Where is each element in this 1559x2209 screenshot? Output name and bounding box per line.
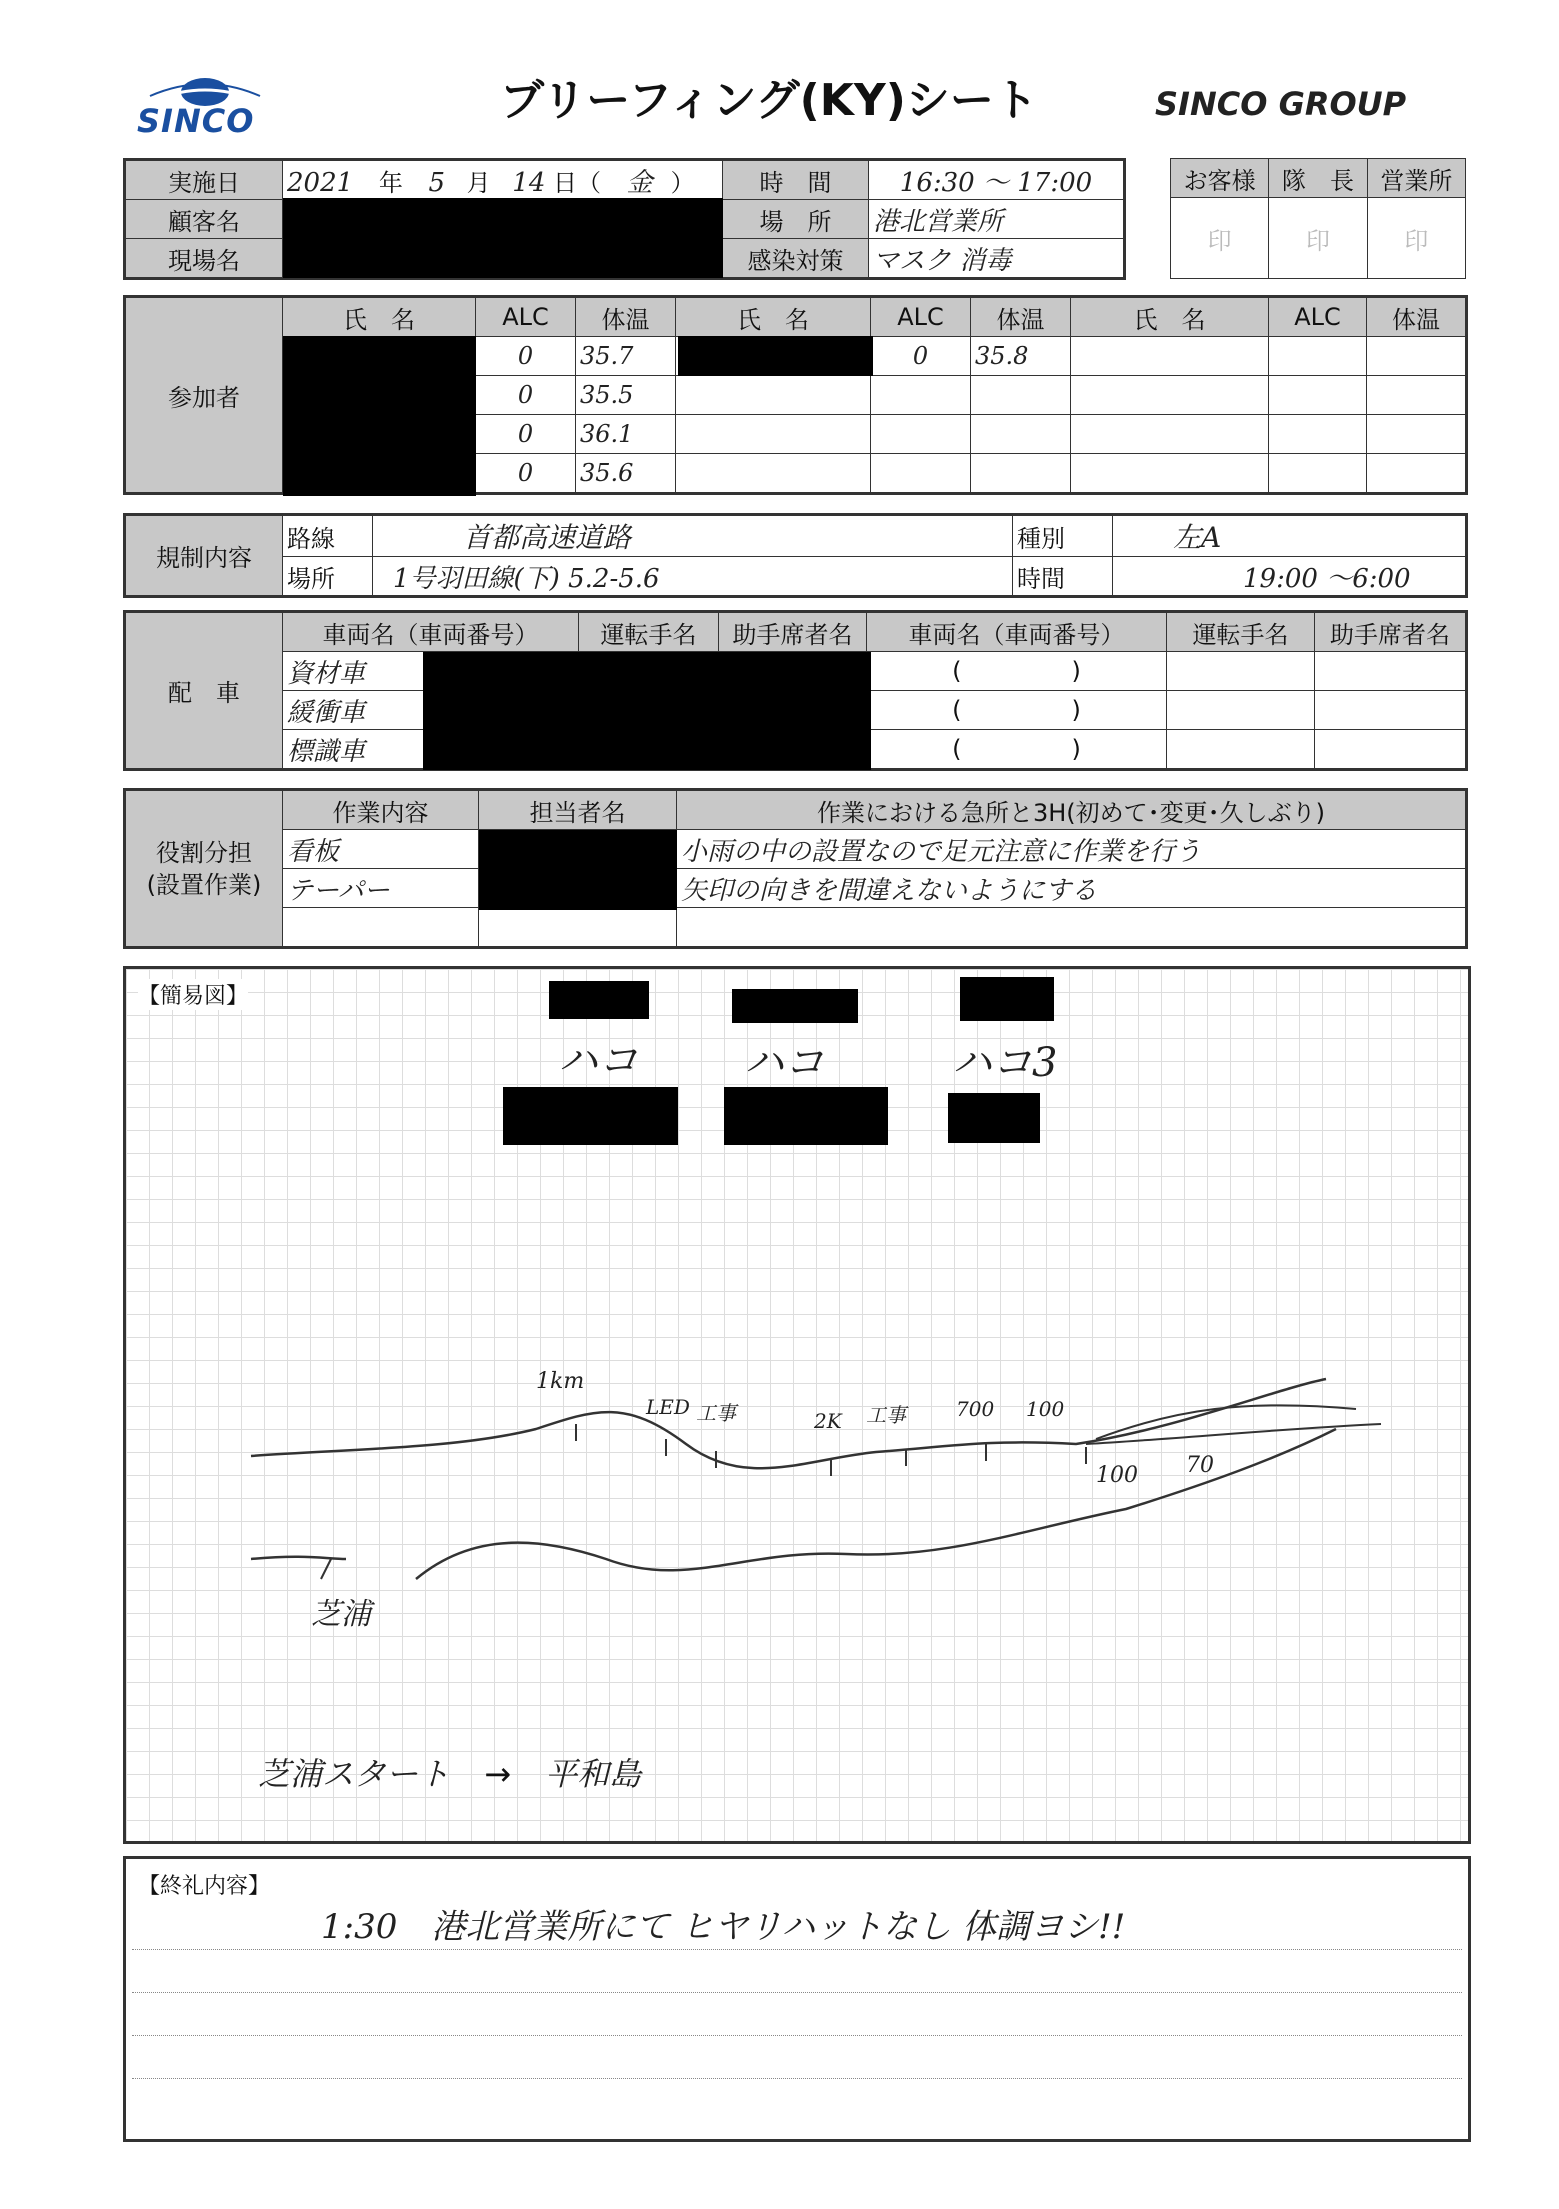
participant-alc: 0 bbox=[871, 337, 971, 376]
route-value: 首都高速道路 bbox=[373, 515, 1013, 557]
col-person: 担当者名 bbox=[479, 790, 677, 830]
vehicle-name: 標識車 bbox=[283, 730, 579, 770]
company-logo bbox=[135, 70, 265, 140]
writing-line bbox=[132, 1992, 1462, 1993]
diagram-box bbox=[123, 966, 1471, 1844]
redacted-roles bbox=[479, 830, 677, 910]
participant-alc bbox=[871, 454, 971, 494]
col-name-2: 氏 名 bbox=[676, 297, 871, 337]
seal-office: 印 bbox=[1367, 198, 1465, 279]
participant-name bbox=[676, 376, 871, 415]
vehicle-name: 緩衝車 bbox=[283, 691, 579, 730]
participants-label: 参加者 bbox=[125, 297, 283, 494]
approval-customer: お客様 bbox=[1171, 159, 1269, 198]
vehicle-driver bbox=[1167, 691, 1315, 730]
time-label: 時 間 bbox=[723, 160, 869, 200]
participant-temp bbox=[971, 454, 1071, 494]
redacted-participants-2 bbox=[678, 336, 873, 376]
participant-alc: 0 bbox=[476, 454, 576, 494]
km-label: 1km bbox=[536, 1369, 585, 1394]
col-alc-3: ALC bbox=[1269, 297, 1367, 337]
col-assistant-2: 助手席者名 bbox=[1315, 612, 1467, 652]
site-label: 現場名 bbox=[125, 239, 283, 279]
work-item bbox=[283, 908, 479, 948]
date-label: 実施日 bbox=[125, 160, 283, 200]
infection-value: マスク 消毒 bbox=[869, 239, 1125, 279]
participant-temp: 35.7 bbox=[576, 337, 676, 376]
col-alc-1: ALC bbox=[476, 297, 576, 337]
vehicle-assistant bbox=[1315, 652, 1467, 691]
seal-leader: 印 bbox=[1269, 198, 1367, 279]
hazard-item: 矢印の向きを間違えないようにする bbox=[677, 869, 1467, 908]
hazard-item: 小雨の中の設置なので足元注意に作業を行う bbox=[677, 830, 1467, 869]
diagram-label: 【簡易図】 bbox=[138, 979, 248, 1010]
road-sketch bbox=[126, 969, 1468, 1841]
redacted-vehicles bbox=[423, 652, 871, 770]
participant-temp: 35.5 bbox=[576, 376, 676, 415]
col-alc-2: ALC bbox=[871, 297, 971, 337]
vehicle-assistant bbox=[1315, 691, 1467, 730]
writing-line bbox=[132, 2035, 1462, 2036]
participant-alc: 0 bbox=[476, 415, 576, 454]
col-name-1: 氏 名 bbox=[283, 297, 476, 337]
col-vehicle-1: 車両名（車両番号） bbox=[283, 612, 579, 652]
reg-time-value: 19:00 ～6:00 bbox=[1113, 557, 1467, 597]
page-title: ブリーフィング(KY)シート bbox=[500, 75, 1038, 126]
col-name-3: 氏 名 bbox=[1071, 297, 1269, 337]
reg-place-value: 1号羽田線(下) 5.2-5.6 bbox=[373, 557, 1013, 597]
approval-table bbox=[1170, 158, 1466, 279]
sign-label: 700 bbox=[956, 1397, 995, 1421]
closing-box bbox=[123, 1856, 1471, 2142]
car-mark: ハコ3 bbox=[952, 1040, 1058, 1086]
work-item: 看板 bbox=[283, 830, 479, 869]
writing-line bbox=[132, 2078, 1462, 2079]
date-value: 2021 年 5 月 14 日（ 金 ） bbox=[283, 160, 723, 200]
participant-alc bbox=[871, 415, 971, 454]
vehicle-name-empty: ( ) bbox=[867, 691, 1167, 730]
col-assistant-1: 助手席者名 bbox=[719, 612, 867, 652]
approval-leader: 隊 長 bbox=[1269, 159, 1367, 198]
regulation-label: 規制内容 bbox=[125, 515, 283, 597]
participant-temp: 35.6 bbox=[576, 454, 676, 494]
col-temp-3: 体温 bbox=[1367, 297, 1467, 337]
sign-label: 工事 bbox=[696, 1401, 736, 1425]
participant-temp: 35.8 bbox=[971, 337, 1071, 376]
participant-temp bbox=[1367, 376, 1467, 415]
col-hazard: 作業における急所と3H(初めて･変更･久しぶり) bbox=[677, 790, 1467, 830]
person-name bbox=[479, 908, 677, 948]
writing-line bbox=[132, 1949, 1462, 1950]
vehicle-driver bbox=[1167, 730, 1315, 770]
vehicle-name-empty: ( ) bbox=[867, 730, 1167, 770]
col-work: 作業内容 bbox=[283, 790, 479, 830]
seal-customer: 印 bbox=[1171, 198, 1269, 279]
roles-label: 役割分担 (設置作業) bbox=[125, 790, 283, 948]
closing-text: 1:30 港北営業所にて ヒヤリハットなし 体調ヨシ!! bbox=[321, 1907, 1126, 1947]
group-name: SINCO GROUP bbox=[1155, 85, 1407, 123]
sign-label: 工事 bbox=[866, 1403, 906, 1427]
reg-time-label: 時間 bbox=[1013, 557, 1113, 597]
participant-alc bbox=[1269, 337, 1367, 376]
route-text: 芝浦スタート → 平和島 bbox=[258, 1755, 642, 1793]
participant-name bbox=[1071, 337, 1269, 376]
place-start: 芝浦 bbox=[311, 1597, 371, 1632]
vehicle-assistant bbox=[1315, 730, 1467, 770]
type-label: 種別 bbox=[1013, 515, 1113, 557]
redacted-customer-site bbox=[283, 198, 723, 278]
type-value: 左A bbox=[1113, 515, 1467, 557]
participant-temp bbox=[1367, 337, 1467, 376]
customer-label: 顧客名 bbox=[125, 200, 283, 239]
participant-alc bbox=[1269, 376, 1367, 415]
approval-office: 営業所 bbox=[1367, 159, 1465, 198]
sign-label: 2K bbox=[814, 1409, 842, 1433]
car-mark: ハコ bbox=[558, 1038, 638, 1084]
participant-alc bbox=[1269, 454, 1367, 494]
closing-label: 【終礼内容】 bbox=[138, 1874, 271, 1899]
participant-temp: 36.1 bbox=[576, 415, 676, 454]
reg-place-label: 場所 bbox=[283, 557, 373, 597]
participant-alc: 0 bbox=[476, 337, 576, 376]
vehicles-label: 配 車 bbox=[125, 612, 283, 770]
time-value: 16:30 ～ 17:00 bbox=[869, 160, 1125, 200]
infection-label: 感染対策 bbox=[723, 239, 869, 279]
col-temp-1: 体温 bbox=[576, 297, 676, 337]
vehicle-name-empty: ( ) bbox=[867, 652, 1167, 691]
car-mark: ハコ bbox=[744, 1040, 824, 1086]
vehicle-driver bbox=[1167, 652, 1315, 691]
sign-label: LED bbox=[646, 1395, 690, 1419]
hazard-item bbox=[677, 908, 1467, 948]
participant-alc: 0 bbox=[476, 376, 576, 415]
participant-name bbox=[1071, 454, 1269, 494]
participant-name bbox=[1071, 415, 1269, 454]
regulation-table bbox=[123, 513, 1468, 598]
participant-temp bbox=[1367, 454, 1467, 494]
right-label: 70 bbox=[1186, 1453, 1214, 1478]
logo-text: SINCO bbox=[137, 102, 255, 140]
col-driver-2: 運転手名 bbox=[1167, 612, 1315, 652]
participant-alc bbox=[871, 376, 971, 415]
participant-temp bbox=[971, 376, 1071, 415]
participant-temp bbox=[1367, 415, 1467, 454]
work-item: テーパー bbox=[283, 869, 479, 908]
right-label: 100 bbox=[1096, 1463, 1138, 1488]
route-label: 路線 bbox=[283, 515, 373, 557]
redacted-participants-1 bbox=[283, 336, 476, 496]
vehicle-name: 資材車 bbox=[283, 652, 579, 691]
participant-name bbox=[1071, 376, 1269, 415]
participant-alc bbox=[1269, 415, 1367, 454]
participant-name bbox=[676, 454, 871, 494]
col-driver-1: 運転手名 bbox=[579, 612, 719, 652]
col-vehicle-2: 車両名（車両番号） bbox=[867, 612, 1167, 652]
place-label: 場 所 bbox=[723, 200, 869, 239]
participant-name bbox=[676, 415, 871, 454]
sign-label: 100 bbox=[1026, 1397, 1065, 1421]
roles-table bbox=[123, 788, 1468, 949]
place-value: 港北営業所 bbox=[869, 200, 1125, 239]
col-temp-2: 体温 bbox=[971, 297, 1071, 337]
participant-temp bbox=[971, 415, 1071, 454]
arrow-icon: → bbox=[484, 1755, 511, 1793]
